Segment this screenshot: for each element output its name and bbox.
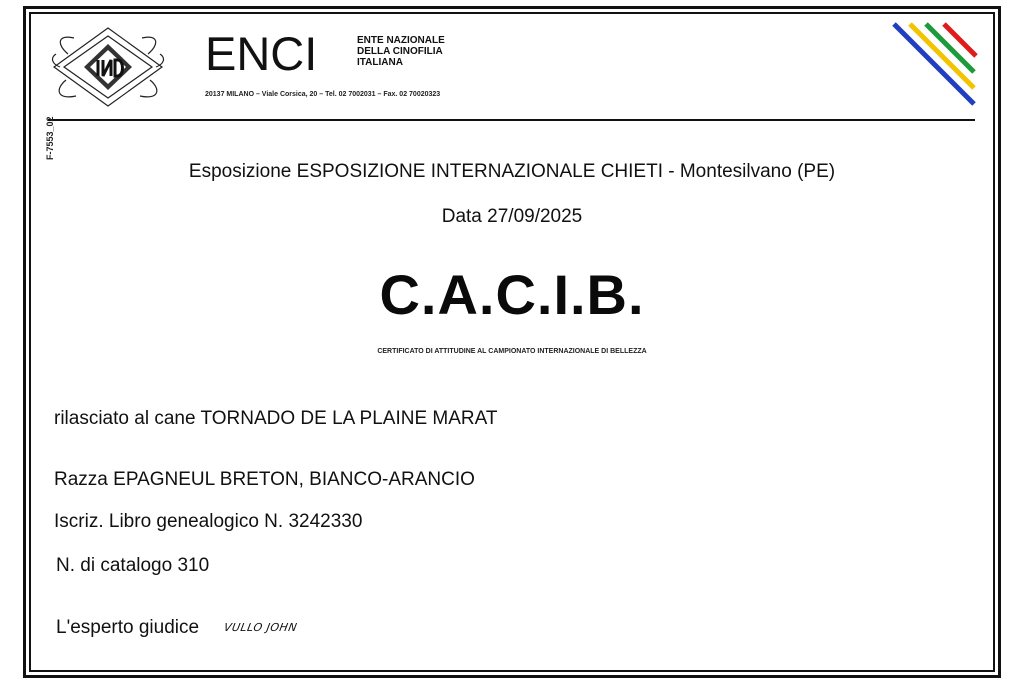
exhibition-label: Esposizione <box>188 161 292 182</box>
organization-name <box>357 35 445 68</box>
dog-label: rilasciato al cane <box>54 408 196 429</box>
catalog-number: 310 <box>177 555 210 576</box>
date-value: 27/09/2025 <box>487 206 583 227</box>
stripe-red <box>944 24 976 56</box>
exhibition-line <box>0 161 1024 183</box>
catalog-line <box>56 555 209 577</box>
header-divider <box>48 119 975 121</box>
stripe-blue <box>894 24 974 104</box>
certificate-title: C.A.C.I.B. <box>379 263 645 326</box>
date-label: Data <box>441 206 482 227</box>
organization-address: 20137 MILANO – Viale Corsica, 20 – Tel. 02 7002031 – Fax. 02 70020323 <box>205 91 441 98</box>
breed-value: EPAGNEUL BRETON, BIANCO-ARANCIO <box>113 469 475 490</box>
dog-name: TORNADO DE LA PLAINE MARAT <box>200 408 498 429</box>
enci-emblem-icon <box>48 24 168 110</box>
exhibition-name: ESPOSIZIONE INTERNAZIONALE CHIETI - Montesilvano (PE) <box>296 161 836 182</box>
enci-logo-text: ENCI <box>205 27 318 80</box>
judge-line <box>56 617 297 639</box>
color-stripes-icon <box>890 22 978 110</box>
dog-name-line <box>54 408 498 430</box>
form-code: F-7553_02 <box>45 116 55 160</box>
date-line <box>0 206 1024 228</box>
catalog-label: N. di catalogo <box>56 555 173 576</box>
registry-label: Iscriz. Libro genealogico N. <box>54 511 284 532</box>
registry-number: 3242330 <box>288 511 363 532</box>
judge-signature: VULLO JOHN <box>223 621 299 635</box>
breed-label: Razza <box>54 469 108 490</box>
organization-line-3: ITALIANA <box>357 57 403 68</box>
judge-label: L'esperto giudice <box>56 617 200 638</box>
certificate-subtitle: CERTIFICATO DI ATTITUDINE AL CAMPIONATO INTERNAZIONALE DI BELLEZZA <box>377 348 647 355</box>
registry-line <box>54 511 362 533</box>
breed-line <box>54 469 475 491</box>
stripe-yellow <box>910 24 974 88</box>
organization-line-2: DELLA CINOFILIA <box>357 46 443 57</box>
organization-line-1: ENTE NAZIONALE <box>357 35 445 46</box>
